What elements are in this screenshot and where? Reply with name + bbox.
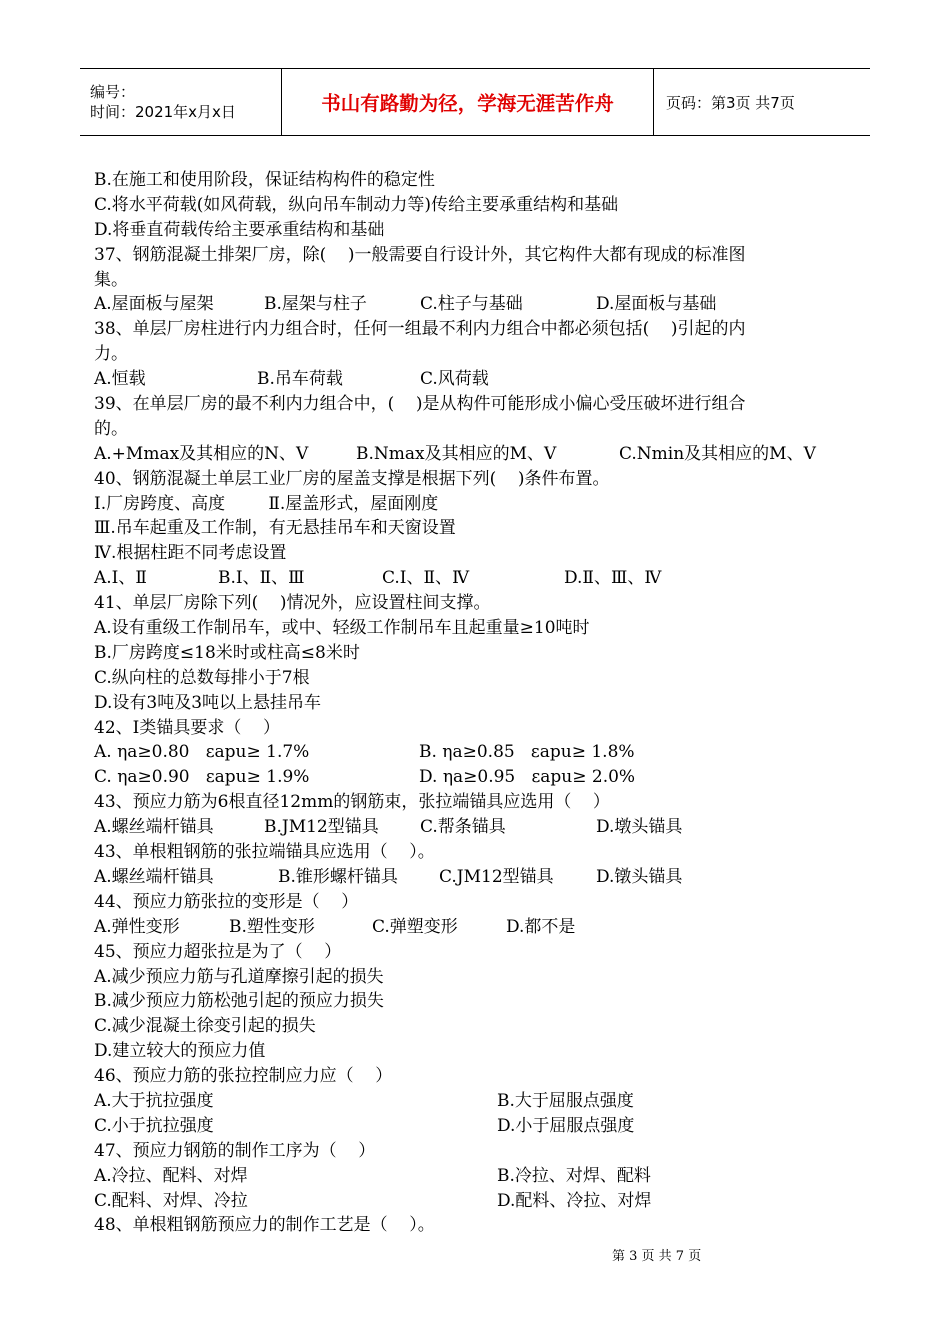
option-item: C.柱子与基础	[420, 294, 523, 315]
option-row	[94, 292, 864, 317]
option-item: D.都不是	[506, 916, 576, 937]
time-label: 时间：2021年x月x日	[90, 103, 236, 121]
option-row	[94, 765, 864, 790]
text-line: 41、单层厂房除下列( )情况外，应设置柱间支撑。	[94, 593, 491, 614]
text-line: C.纵向柱的总数每排小于7根	[94, 667, 310, 688]
option-item: A.Ⅰ、Ⅱ	[94, 568, 147, 589]
header-meta	[80, 69, 282, 135]
option-item: C.小于抗拉强度	[94, 1115, 214, 1136]
option-item: B.屋架与柱子	[264, 294, 367, 315]
option-row	[94, 367, 864, 392]
text-line: D.建立较大的预应力值	[94, 1041, 266, 1062]
text-line: 37、钢筋混凝土排架厂房，除( )一般需要自行设计外，其它构件大都有现成的标准图	[94, 244, 746, 265]
text-line: Ⅳ.根据柱距不同考虑设置	[94, 543, 287, 564]
option-item: C.Ⅰ、Ⅱ、Ⅳ	[382, 568, 470, 589]
option-item: A.+Mmax及其相应的N、V	[94, 443, 309, 464]
page-header	[80, 68, 870, 136]
option-item: A.屋面板与屋架	[94, 294, 214, 315]
text-line: 43、单根粗钢筋的张拉端锚具应选用（ ）。	[94, 842, 435, 863]
option-item: A.恒载	[94, 369, 146, 390]
text-line: 集。	[94, 269, 128, 290]
text-line: 38、单层厂房柱进行内力组合时，任何一组最不利内力组合中都必须包括( )引起的内	[94, 319, 746, 340]
option-item: B.Ⅰ、Ⅱ、Ⅲ	[218, 568, 305, 589]
option-item: B.吊车荷载	[257, 369, 343, 390]
option-item: D.镦头锚具	[596, 866, 683, 887]
text-line: 力。	[94, 344, 128, 365]
option-item: A.弹性变形	[94, 916, 180, 937]
page-footer: 第 3 页 共 7 页	[612, 1249, 702, 1264]
option-item: C.帮条锚具	[420, 817, 506, 838]
option-item: C.JM12型锚具	[439, 866, 554, 887]
option-item: B.塑性变形	[229, 916, 315, 937]
text-line: 40、钢筋混凝土单层工业厂房的屋盖支撑是根据下列( )条件布置。	[94, 468, 610, 489]
text-line: B.减少预应力筋松弛引起的预应力损失	[94, 991, 384, 1012]
text-line: 44、预应力筋张拉的变形是（ ）	[94, 891, 359, 912]
option-row	[94, 865, 864, 890]
option-item: D.小于屈服点强度	[497, 1115, 635, 1136]
option-item: A.螺丝端杆锚具	[94, 866, 214, 887]
motto-text: 书山有路勤为径，学海无涯苦作舟	[321, 92, 614, 115]
text-line: B.厂房跨度≤18米时或柱高≤8米时	[94, 642, 360, 663]
text-line: 39、在单层厂房的最不利内力组合中，( )是从构件可能形成小偏心受压破坏进行组合	[94, 394, 746, 415]
option-item: C.配料、对焊、冷拉	[94, 1190, 248, 1211]
page-info-text: 页码：第3页 共7页	[666, 93, 795, 112]
text-line: 42、I类锚具要求（ ）	[94, 717, 280, 738]
text-line: D.将垂直荷载传给主要承重结构和基础	[94, 219, 385, 240]
option-row	[94, 1189, 864, 1214]
option-item: C. ηa≥0.90 εapu≥ 1.9%	[94, 767, 310, 788]
option-item: C.Nmin及其相应的M、V	[619, 443, 816, 464]
text-line: C.减少混凝土徐变引起的损失	[94, 1016, 316, 1037]
text-line: A.减少预应力筋与孔道摩擦引起的损失	[94, 966, 384, 987]
option-row	[94, 815, 864, 840]
option-item: D.配料、冷拉、对焊	[497, 1190, 652, 1211]
text-line: Ⅰ.厂房跨度、高度 Ⅱ.屋盖形式，屋面刚度	[94, 493, 439, 514]
option-row	[94, 1114, 864, 1139]
option-item: A.螺丝端杆锚具	[94, 817, 214, 838]
text-line: 46、预应力筋的张拉控制应力应（ ）	[94, 1066, 393, 1087]
option-item: B.JM12型锚具	[264, 817, 379, 838]
text-line: 47、预应力钢筋的制作工序为（ ）	[94, 1140, 376, 1161]
text-line: C.将水平荷载(如风荷载，纵向吊车制动力等)传给主要承重结构和基础	[94, 194, 619, 215]
option-item: A.大于抗拉强度	[94, 1090, 214, 1111]
option-item: A. ηa≥0.80 εapu≥ 1.7%	[94, 742, 310, 763]
option-row	[94, 915, 864, 940]
option-row	[94, 740, 864, 765]
option-row	[94, 1089, 864, 1114]
question-body	[94, 168, 864, 1238]
option-row	[94, 442, 864, 467]
option-item: A.冷拉、配料、对焊	[94, 1165, 248, 1186]
text-line: D.设有3吨及3吨以上悬挂吊车	[94, 692, 322, 713]
text-line: Ⅲ.吊车起重及工作制，有无悬挂吊车和天窗设置	[94, 518, 456, 539]
option-item: C.风荷载	[420, 369, 489, 390]
text-line: A.设有重级工作制吊车，或中、轻级工作制吊车且起重量≥10吨时	[94, 618, 590, 639]
option-item: B.Nmax及其相应的M、V	[356, 443, 557, 464]
option-item: B.大于屈服点强度	[497, 1090, 634, 1111]
text-line: 43、预应力筋为6根直径12mm的钢筋束，张拉端锚具应选用（ ）	[94, 792, 610, 813]
text-line: B.在施工和使用阶段，保证结构构件的稳定性	[94, 170, 435, 190]
text-line: 的。	[94, 418, 128, 439]
text-line: 48、单根粗钢筋预应力的制作工艺是（ ）。	[94, 1215, 435, 1236]
option-row	[94, 566, 864, 591]
text-line: 45、预应力超张拉是为了（ ）	[94, 941, 342, 962]
option-item: D.墩头锚具	[596, 817, 683, 838]
option-item: D.Ⅱ、Ⅲ、Ⅳ	[564, 568, 662, 589]
header-page-info	[654, 69, 870, 135]
code-label: 编号：	[90, 83, 136, 101]
option-row	[94, 1164, 864, 1189]
option-item: D. ηa≥0.95 εapu≥ 2.0%	[419, 767, 636, 788]
option-item: D.屋面板与基础	[596, 294, 717, 315]
option-item: C.弹塑变形	[372, 916, 458, 937]
header-motto	[282, 69, 654, 135]
option-item: B. ηa≥0.85 εapu≥ 1.8%	[419, 742, 635, 763]
option-item: B.冷拉、对焊、配料	[497, 1165, 651, 1186]
option-item: B.锥形螺杆锚具	[278, 866, 398, 887]
